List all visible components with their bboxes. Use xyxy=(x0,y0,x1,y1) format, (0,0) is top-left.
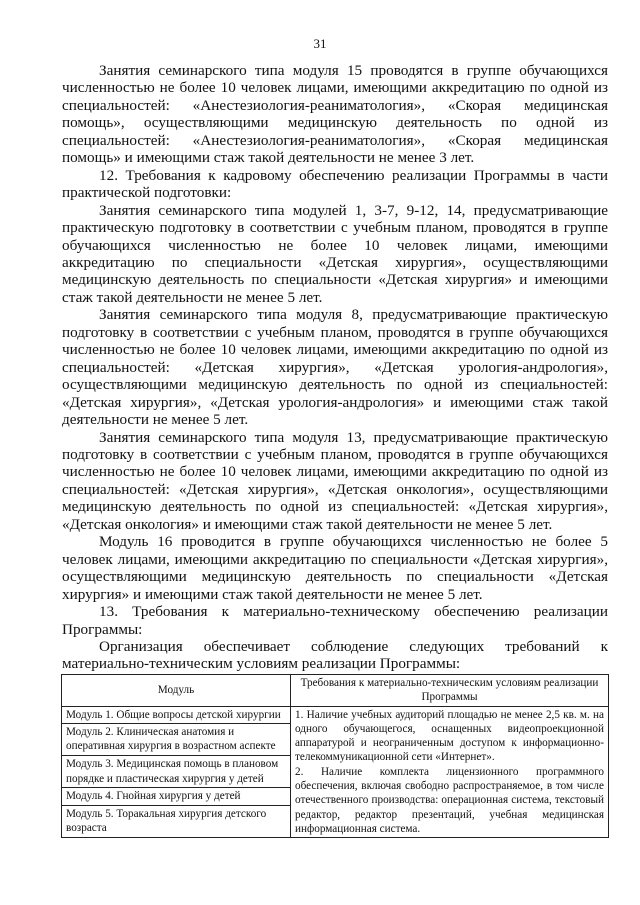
requirements-table xyxy=(61,674,609,838)
table-header-row xyxy=(62,675,609,707)
paragraph-module-8-staff: Занятия семинарского типа модуля 8, предусматривающие практическую подготовку в соответствии с учебным планом, проводятся в группе обучающихся численностью не более 10 человек лицами, имеющими аккредитацию по одной из специальностей: «Детская хирургия», «Детская урология-андрология», осуществляющими медицинскую деятельность по одной из специальностей: «Детская хирургия», «Детская урология-андрология» и имеющими стаж такой деятельности не менее 5 лет. xyxy=(62,306,608,429)
header-requirements: Требования к материально-техническим условиям реализации Программы xyxy=(291,675,609,707)
requirements-cell xyxy=(291,706,609,838)
header-module: Модуль xyxy=(62,675,291,707)
paragraph-modules-1-14-staff: Занятия семинарского типа модулей 1, 3-7, 9-12, 14, предусматривающие практическую подготовку в соответствии с учебным планом, проводятся в группе обучающихся численностью не более 10 человек лицами, имеющими аккредитацию по специальности «Детская хирургия», осуществляющими медицинскую деятельность по специальности «Детская хирургия» и имеющими стаж такой деятельности не менее 5 лет. xyxy=(62,201,608,306)
module-cell: Модуль 5. Торакальная хирургия детского возраста xyxy=(62,806,291,838)
requirement-item: 2. Наличие комплекта лицензионного программного обеспечения, включая свободно распространяемое, в том числе отечественного производства: операционная система, текстовый редактор, редактор презентаций, учебная медицинская информационная система. xyxy=(295,765,604,835)
body-text xyxy=(62,62,608,673)
table-row xyxy=(62,706,609,724)
module-cell: Модуль 1. Общие вопросы детской хирургии xyxy=(62,706,291,724)
paragraph-module-15-staff: Занятия семинарского типа модуля 15 проводятся в группе обучающихся численностью не более 10 человек лицами, имеющими аккредитацию по одной из специальностей: «Анестезиология-реаниматология», «Скорая медицинская помощь», осуществляющими медицинскую деятельность по одной из специальностей: «Анестезиология-реаниматология», «Скорая медицинская помощь» и имеющими стаж такой деятельности не менее 3 лет. xyxy=(62,62,608,167)
section-12-heading: 12. Требования к кадровому обеспечению реализации Программы в части практической подготовки: xyxy=(62,166,608,202)
page-number: 31 xyxy=(313,36,327,51)
module-cell: Модуль 2. Клиническая анатомия и оперативная хирургия в возрастном аспекте xyxy=(62,724,291,756)
paragraph-module-16-staff: Модуль 16 проводится в группе обучающихся численностью не более 5 человек лицами, имеющими аккредитацию по специальности «Детская хирургия», осуществляющими медицинскую деятельность по специальности «Детская хирургия» и имеющими стаж такой деятельности не менее 5 лет. xyxy=(62,533,608,603)
module-cell: Модуль 4. Гнойная хирургия у детей xyxy=(62,788,291,806)
section-13-heading: 13. Требования к материально-техническому обеспечению реализации Программы: xyxy=(62,603,608,638)
module-cell: Модуль 3. Медицинская помощь в плановом порядке и пластическая хирургия у детей xyxy=(62,756,291,788)
paragraph-organization-requirements: Организация обеспечивает соблюдение следующих требований к материально-техническим условиям реализации Программы: xyxy=(62,637,608,673)
requirement-item: 1. Наличие учебных аудиторий площадью не менее 2,5 кв. м. на одного обучающегося, оснащенных видеопроекционной аппаратурой и неограниченным доступом к информационно-телекоммуникационной сети «Интернет». xyxy=(295,708,604,764)
paragraph-module-13-staff: Занятия семинарского типа модуля 13, предусматривающие практическую подготовку в соответствии с учебным планом, проводятся в группе обучающихся численностью не более 10 человек лицами, имеющими аккредитацию по одной из специальностей: «Детская хирургия», «Детская онкология», осуществляющими медицинскую деятельность по одной из специальностей: «Детская хирургия», «Детская онкология» и имеющими стаж такой деятельности не менее 5 лет. xyxy=(62,428,608,533)
